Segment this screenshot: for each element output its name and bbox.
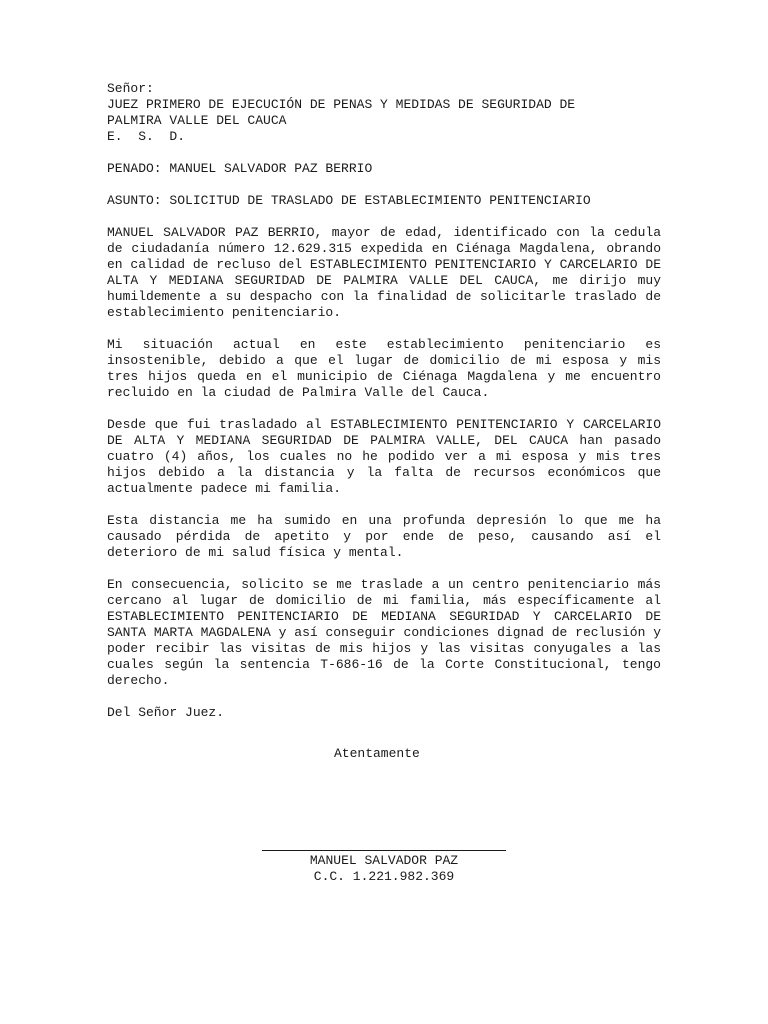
paragraph-4: Esta distancia me ha sumido en una profunda depresión lo que me ha causado pérdida de apetito y por ende de peso, causando así el deterioro de mi salud física y mental. xyxy=(107,513,661,560)
signature-name: MANUEL SALVADOR PAZ xyxy=(309,853,459,868)
recipient-line-2: PALMIRA VALLE DEL CAUCA xyxy=(107,113,287,128)
paragraph-1: MANUEL SALVADOR PAZ BERRIO, mayor de edad, identificado con la cedula de ciudadanía número 12.629.315 expedida en Ciénaga Magdalena, obrando en calidad de recluso del ESTABLECIMIENTO PENITENCIARIO Y CARCELARIO DE ALTA Y MEDIANA SEGURIDAD DE PALMIRA VALLE DEL CAUCA, me dirijo muy humildemente a su despacho con la finalidad de solicitarle traslado de establecimiento penitenciario. xyxy=(107,225,661,320)
paragraph-5: En consecuencia, solicito se me traslade a un centro penitenciario más cercano al lugar de domicilio de mi familia, más específicamente al ESTABLECIMIENTO PENITENCIARIO DE MEDIANA SEGURIDAD Y CARCELARIO DE SANTA MARTA MAGDALENA y así conseguir condiciones dignad de reclusión y poder recibir las visitas de mis hijos y las visitas conyugales a las cuales según la sentencia T-686-16 de la Corte Constitucional, tengo derecho. xyxy=(107,577,661,688)
del-senor-juez: Del Señor Juez. xyxy=(107,705,225,720)
closing-atentamente: Atentamente xyxy=(334,746,420,761)
recipient-block xyxy=(107,81,661,145)
recipient-line-1: JUEZ PRIMERO DE EJECUCIÓN DE PENAS Y MEDIDAS DE SEGURIDAD DE xyxy=(107,97,576,112)
letter-body xyxy=(107,81,661,737)
esd-line: E. S. D. xyxy=(107,129,186,144)
penado-line: PENADO: MANUEL SALVADOR PAZ BERRIO xyxy=(107,161,373,176)
signature-line xyxy=(262,838,506,851)
signature-id: C.C. 1.221.982.369 xyxy=(313,869,455,884)
salutation: Señor: xyxy=(107,81,154,96)
asunto-line: ASUNTO: SOLICITUD DE TRASLADO DE ESTABLECIMIENTO PENITENCIARIO xyxy=(107,193,591,208)
paragraph-3: Desde que fui trasladado al ESTABLECIMIENTO PENITENCIARIO Y CARCELARIO DE ALTA Y MEDIANA SEGURIDAD DE PALMIRA VALLE, DEL CAUCA han pasado cuatro (4) años, los cuales no he podido ver a mi esposa y mis tres hijos debido a la distancia y la falta de recursos económicos que actualmente padece mi familia. xyxy=(107,417,661,496)
signature-block xyxy=(262,838,506,885)
paragraph-2: Mi situación actual en este establecimiento penitenciario es insostenible, debido a que el lugar de domicilio de mi esposa y mis tres hijos queda en el municipio de Ciénaga Magdalena y me encuentro recluido en la ciudad de Palmira Valle del Cauca. xyxy=(107,337,661,400)
